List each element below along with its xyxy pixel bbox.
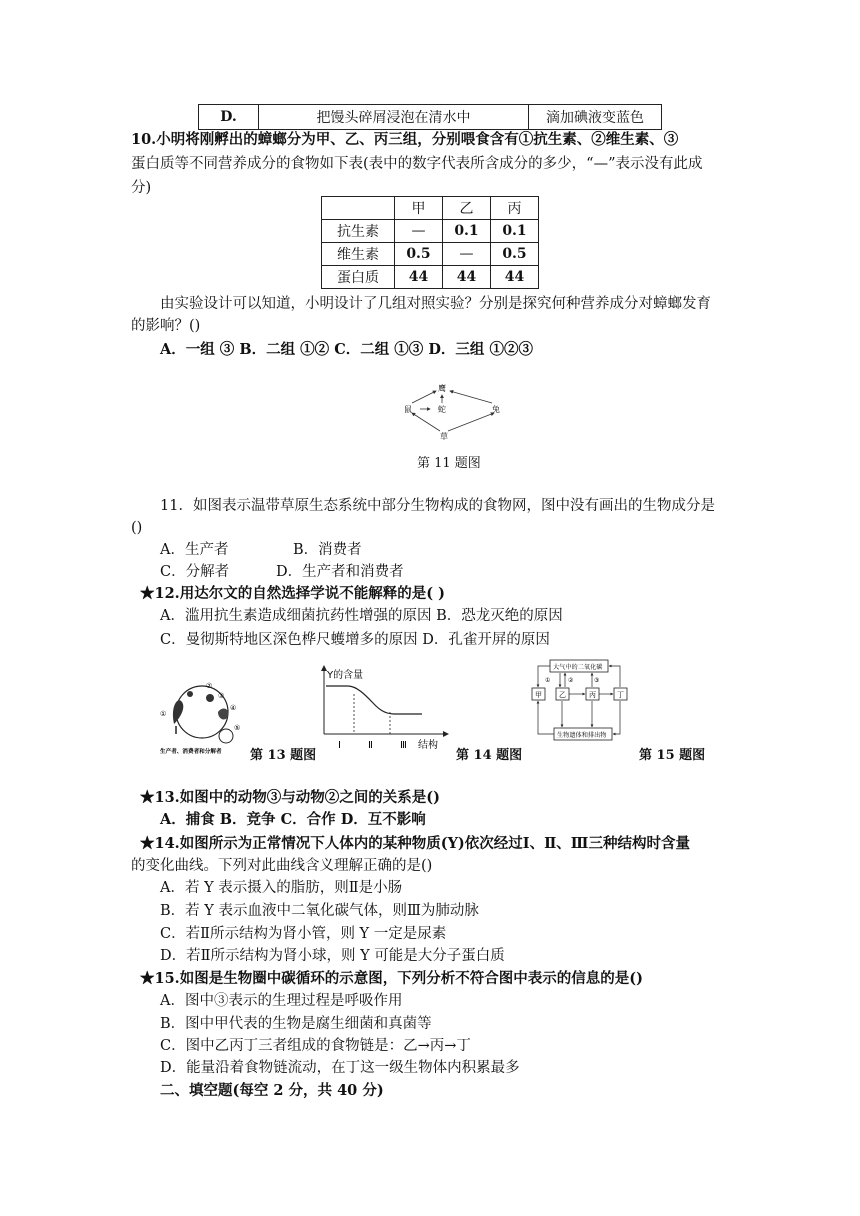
cycle-label: ④ <box>230 704 237 712</box>
box-label: 丁 <box>617 691 624 699</box>
q12-options-line1: A．滥用抗生素造成细菌抗药性增强的原因 B．恐龙灭绝的原因 <box>160 608 563 624</box>
food-web-arrow <box>450 391 492 403</box>
section-2-heading: 二、填空题(每空 2 分，共 40 分) <box>160 1082 384 1099</box>
table-header: 乙 <box>443 197 491 220</box>
q13-options: A．捕食 B．竞争 C．合作 D．互不影响 <box>160 811 426 828</box>
y-content-curve <box>326 686 422 714</box>
atmosphere-co2-label: 大气中的二氧化碳 <box>553 664 603 671</box>
table-cell: 44 <box>491 266 539 289</box>
cycle-label: ③ <box>218 692 225 700</box>
fig13-caption: 第 13 题图 <box>250 748 317 763</box>
y-content-curve-chart <box>318 664 450 754</box>
q14-option-d: D．若Ⅱ所示结构为肾小球，则 Y 可能是大分子蛋白质 <box>160 948 505 964</box>
q11-option-a: A．生产者 <box>160 542 229 558</box>
table-header: 甲 <box>395 197 443 220</box>
table-header: 丙 <box>491 197 539 220</box>
box-label: 甲 <box>535 691 542 699</box>
q15-option-d: D．能量沿着食物链流动，在丁这一级生物体内积累最多 <box>160 1060 520 1076</box>
q10-stem-line3: 分) <box>131 180 152 196</box>
q11-option-d: D．生产者和消费者 <box>276 564 404 580</box>
table-cell: 44 <box>395 266 443 289</box>
table-row-label: 蛋白质 <box>322 266 395 289</box>
table-row <box>322 220 539 243</box>
table-cell: 0.5 <box>395 243 443 266</box>
experiment-table-row-d <box>198 104 662 130</box>
q10-stem-line2: 蛋白质等不同营养成分的食物如下表(表中的数字代表所含成分的多少，“—”表示没有此成 <box>131 156 703 172</box>
table-cell: 44 <box>443 266 491 289</box>
table-cell <box>322 197 395 220</box>
q14-option-b: B．若 Y 表示血液中二氧化碳气体，则Ⅲ为肺动脉 <box>160 903 479 919</box>
x-tick-label: Ⅲ <box>400 740 407 751</box>
arrow-label: ② <box>568 677 574 684</box>
q14-option-a: A．若 Y 表示摄入的脂肪，则Ⅱ是小肠 <box>160 880 403 896</box>
row-d-method: 把馒头碎屑浸泡在清水中 <box>259 105 529 130</box>
arrow-label: ③ <box>594 677 600 684</box>
q10-stem-line1: 10.小明将刚孵出的蟑螂分为甲、乙、丙三组，分别喂食含有①抗生素、②维生素、③ <box>131 131 679 148</box>
q11-stem-line2: () <box>131 520 143 536</box>
y-axis-label: Y的含量 <box>327 670 364 681</box>
cycle-label: ② <box>206 682 213 690</box>
q13-stem: ★13.如图中的动物③与动物②之间的关系是() <box>140 789 440 806</box>
decomposer-icon <box>219 729 233 743</box>
q10-options: A．一组 ③ B．二组 ①② C．二组 ①③ D．三组 ①②③ <box>160 341 533 358</box>
q11-option-b: B．消费者 <box>293 542 362 558</box>
food-web-arrow <box>412 413 440 431</box>
arrow-label: ① <box>545 677 551 684</box>
cycle-label: ⑤ <box>234 724 241 732</box>
table-row <box>322 197 539 220</box>
q15-option-b: B．图中甲代表的生物是腐生细菌和真菌等 <box>160 1016 432 1032</box>
row-d-result: 滴加碘液变蓝色 <box>529 105 662 130</box>
q10-follow-line1: 由实验设计可以知道，小明设计了几组对照实验？分别是探究何种营养成分对蟑螂发育 <box>160 296 711 312</box>
x-tick-label: Ⅱ <box>368 740 373 751</box>
q15-stem: ★15.如图是生物圈中碳循环的示意图，下列分析不符合图中表示的信息的是() <box>140 970 643 987</box>
q14-option-c: C．若Ⅱ所示结构为肾小管，则 Y 一定是尿素 <box>160 926 447 942</box>
fig15-caption: 第 15 题图 <box>639 748 706 763</box>
q11-option-c: C．分解者 <box>160 564 230 580</box>
food-web-arrow <box>412 391 436 403</box>
table-row <box>322 243 539 266</box>
cycle-arrow <box>613 701 620 734</box>
q12-stem: ★12.用达尔文的自然选择学说不能解释的是( ) <box>140 585 445 602</box>
cycle-arrow <box>538 701 554 734</box>
q15-option-c: C．图中乙丙丁三者组成的食物链是：乙→丙→丁 <box>160 1038 471 1054</box>
food-web-node: 鹰 <box>438 384 446 393</box>
plant-icon <box>173 700 183 724</box>
box-label: 乙 <box>559 691 566 699</box>
q14-stem-line2: 的变化曲线。下列对此曲线含义理解正确的是() <box>131 858 433 874</box>
q10-nutrition-table <box>321 196 539 289</box>
cycle-bottom-label: 生产者、消费者和分解者 <box>160 749 222 755</box>
table-row <box>322 266 539 289</box>
q12-options-line2: C．曼彻斯特地区深色桦尺蠖增多的原因 D．孔雀开屏的原因 <box>160 632 550 648</box>
table-cell: 0.5 <box>491 243 539 266</box>
table-cell: — <box>395 220 443 243</box>
q15-option-a: A．图中③表示的生理过程是呼吸作用 <box>160 993 403 1009</box>
ecosystem-cycle-diagram <box>160 676 250 756</box>
table-row-label: 维生素 <box>322 243 395 266</box>
x-tick-label: Ⅰ <box>338 740 341 751</box>
carbon-cycle-diagram <box>528 658 634 744</box>
table-cell: 0.1 <box>443 220 491 243</box>
cycle-label: ① <box>160 710 167 718</box>
cycle-arrow <box>609 666 620 687</box>
q11-stem-line1: 11．如图表示温带草原生态系统中部分生物构成的食物网，图中没有画出的生物成分是 <box>160 498 715 514</box>
food-web-node: 鼠 <box>404 405 412 414</box>
animal-icon <box>187 691 193 697</box>
table-row-label: 抗生素 <box>322 220 395 243</box>
food-web-diagram <box>400 383 520 443</box>
animal-icon <box>218 709 228 720</box>
animal-icon <box>206 694 214 702</box>
fig11-caption: 第 11 题图 <box>417 456 481 471</box>
box-label: 丙 <box>589 691 596 699</box>
row-d-option: D. <box>199 105 259 130</box>
q10-follow-line2: 的影响？() <box>131 318 201 334</box>
x-axis-label: 结构 <box>418 740 438 751</box>
food-web-node: 草 <box>440 432 448 441</box>
food-web-node: 兔 <box>492 405 500 414</box>
table-cell: 0.1 <box>491 220 539 243</box>
fig14-caption: 第 14 题图 <box>456 748 523 763</box>
food-web-node: 蛇 <box>438 405 446 414</box>
table-cell: — <box>443 243 491 266</box>
q14-stem-line1: ★14.如图所示为正常情况下人体内的某种物质(Y)依次经过Ⅰ、Ⅱ、Ⅲ三种结构时含量 <box>140 835 690 852</box>
food-web-arrow <box>448 413 494 431</box>
remains-label: 生物遗体和排出物 <box>557 732 607 739</box>
